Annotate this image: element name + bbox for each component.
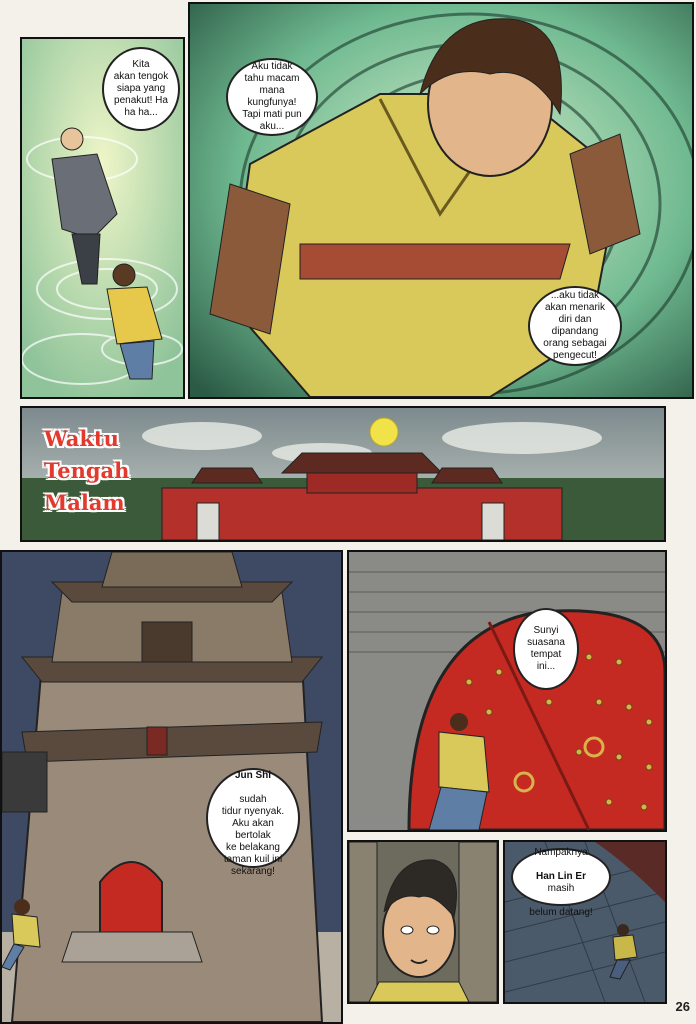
panel-face-closeup <box>347 840 499 1004</box>
panel-bald-man-challenge <box>20 37 185 399</box>
speech-bubble-bald-man: Kita akan tengok siapa yang penakut! Ha ha ha... <box>102 47 180 131</box>
speech-bubble-jun-shi <box>206 768 300 877</box>
bubble-text-jun-shi: sudah tidur nyenyak. Aku akan bertolak ke belakang taman kuil ini sekarang! <box>221 794 285 877</box>
thought-name-han-lin-er: Han Lin Er <box>535 871 586 882</box>
caption-malam: Malam <box>44 490 125 515</box>
speech-bubble-young-man-bottom: ...aku tidak akan menarik diri dan dipandang orang sebagai pengecut! <box>528 286 622 366</box>
panel5-art <box>349 552 665 830</box>
page-number: 26 <box>675 999 690 1014</box>
thought-line-masih: masih <box>547 883 575 894</box>
panel-young-man-resolve <box>188 2 694 399</box>
thought-bubble-quiet: Sunyi suasana tempat ini... <box>513 608 579 690</box>
moon <box>370 418 398 446</box>
thought-bubble-han-lin-er <box>511 847 611 918</box>
panel6-art <box>349 842 497 1002</box>
caption-waktu: Waktu <box>44 426 119 451</box>
thought-line-nampaknya: Nampaknya <box>534 847 588 858</box>
panel-courtyard-waiting <box>503 840 667 1004</box>
panel-red-door <box>347 550 667 832</box>
caption-tengah: Tengah <box>44 458 130 483</box>
panel-pagoda-night <box>0 550 343 1024</box>
panel-temple-midnight <box>20 406 666 542</box>
speech-bubble-young-man-top: Aku tidak tahu macam mana kungfunya! Tapi mati pun aku... <box>226 58 318 136</box>
bubble-name-jun-shi: Jun Shi <box>234 770 272 781</box>
thought-line-belum-datang: belum datang! <box>529 907 593 918</box>
